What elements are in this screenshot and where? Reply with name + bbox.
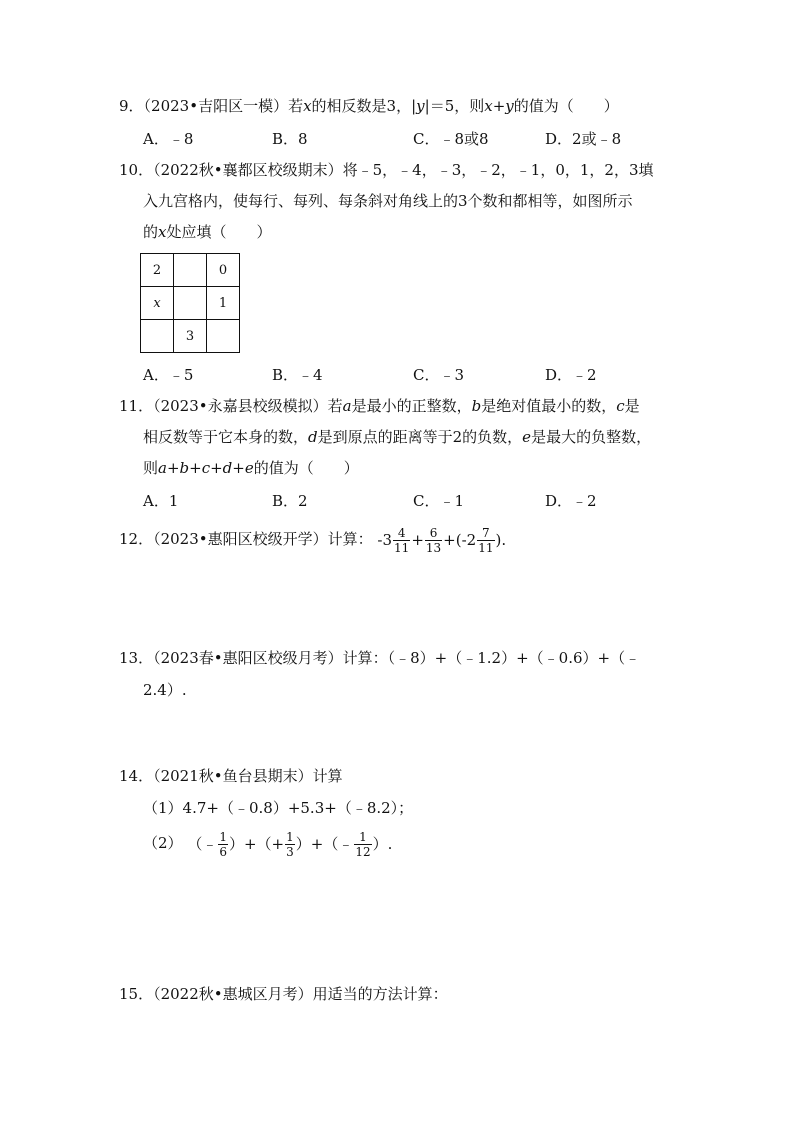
option-a[interactable]: A．﹣5: [143, 366, 194, 384]
grid-row: [141, 287, 240, 320]
grid-row: [141, 320, 240, 353]
stem-text: 处应填（ ）: [166, 223, 272, 241]
stem-text: 是: [624, 397, 640, 415]
question-13-line1: [119, 648, 640, 668]
operator: （﹣: [187, 835, 218, 853]
fraction: [477, 526, 494, 555]
option-d[interactable]: D．﹣2: [545, 366, 597, 384]
stem-text: 的值为（ ）: [513, 97, 619, 115]
grid-cell: 0: [207, 254, 240, 287]
option-d[interactable]: D．2或﹣8: [545, 130, 622, 148]
question-11-line1: [119, 396, 640, 416]
stem-text: （2022秋•惠城区月考）用适当的方法计算：: [153, 985, 448, 1003]
fraction: [218, 830, 228, 859]
expression: x+y: [484, 97, 514, 115]
question-source: （2023•吉阳区一模）若: [143, 97, 304, 115]
question-14-part2: [143, 827, 392, 860]
question-11-line3: [143, 458, 359, 478]
stem-text: 相反数等于它本身的数，: [143, 428, 309, 446]
operator: ）+（+: [228, 835, 285, 853]
option-c[interactable]: C．﹣8或8: [413, 130, 489, 148]
option-b[interactable]: B．﹣4: [272, 366, 323, 384]
question-14-part1: [143, 798, 413, 818]
stem-text: 是到原点的距离等于2的负数，: [317, 428, 523, 446]
grid-cell: [141, 320, 174, 353]
stem-text: 是最大的负整数，: [531, 428, 652, 446]
question-number: 11．: [119, 397, 154, 415]
stem-text: 的: [143, 223, 159, 241]
option-b[interactable]: B．2: [272, 492, 308, 510]
question-10-line1: [119, 160, 654, 180]
fraction-denominator: 3: [286, 844, 294, 859]
operator: +: [411, 531, 424, 549]
grid-cell: [174, 254, 207, 287]
stem-text: （2022秋•襄都区校级期末）将﹣5，﹣4，﹣3，﹣2，﹣1，0，1，2，3填: [153, 161, 654, 179]
mixed-number-int: -3: [377, 531, 393, 549]
question-10-line2: [143, 191, 633, 211]
grid-cell: [174, 287, 207, 320]
variable-b: b: [471, 397, 482, 415]
option-c[interactable]: C．﹣3: [413, 366, 465, 384]
option-a[interactable]: A．﹣8: [143, 130, 194, 148]
stem-text: （2023春•惠阳区校级月考）计算：（﹣8）+（﹣1.2）+（﹣0.6）+（﹣: [153, 649, 641, 667]
grid-cell: 3: [174, 320, 207, 353]
question-number: 9．: [119, 97, 144, 115]
stem-text: 是绝对值最小的数，: [481, 397, 617, 415]
stem-text: （2023•永嘉县校级模拟）若: [153, 397, 343, 415]
grid-cell: [207, 320, 240, 353]
fraction-numerator: 1: [286, 829, 294, 844]
stem-text: ＝5，则: [429, 97, 485, 115]
expression: a+b+c+d+e: [158, 459, 254, 477]
question-9-stem: [119, 96, 619, 116]
stem-text: 的相反数是3，: [311, 97, 412, 115]
fraction-denominator: 11: [394, 540, 410, 555]
question-number: 12．: [119, 530, 154, 548]
operator: ）+（﹣: [295, 835, 354, 853]
grid-row: [141, 254, 240, 287]
variable-c: c: [616, 397, 625, 415]
stem-text: 2.4）.: [143, 681, 187, 699]
operator: +(: [443, 531, 462, 549]
variable-e: e: [522, 428, 532, 446]
question-13-line2: [143, 680, 187, 700]
fraction-numerator: 1: [219, 829, 227, 844]
question-number: 15．: [119, 985, 154, 1003]
question-number: 10．: [119, 161, 154, 179]
fraction: [354, 830, 371, 859]
stem-text: （2021秋•鱼台县期末）计算: [153, 767, 343, 785]
fraction-numerator: 1: [354, 830, 371, 845]
grid-cell: 2: [141, 254, 174, 287]
question-14-title: [119, 766, 343, 786]
fraction-denominator: 6: [219, 844, 227, 859]
stem-text: （1）4.7+（﹣0.8）+5.3+（﹣8.2）；: [143, 799, 414, 817]
mixed-number-int: -2: [461, 531, 477, 549]
question-number: 14．: [119, 767, 154, 785]
option-d[interactable]: D．﹣2: [545, 492, 597, 510]
fraction: [425, 526, 442, 555]
fraction-denominator: 11: [478, 540, 494, 555]
operator: ）.: [372, 835, 393, 853]
option-c[interactable]: C．﹣1: [413, 492, 465, 510]
abs-y: |y|: [411, 97, 430, 115]
question-12-stem: [119, 524, 506, 555]
magic-square-grid: [140, 253, 240, 353]
stem-text: 则: [143, 459, 159, 477]
part-label: （2）: [143, 834, 183, 852]
fraction: [393, 526, 410, 555]
grid-cell: x: [141, 287, 174, 320]
question-11-line2: [143, 427, 651, 447]
option-a[interactable]: A．1: [143, 492, 179, 510]
fraction-numerator: 6: [425, 526, 442, 541]
stem-text: （2023•惠阳区校级开学）计算：: [153, 530, 373, 548]
operator: ).: [495, 531, 507, 549]
fraction: [285, 830, 295, 859]
fraction-denominator: 12: [355, 844, 371, 859]
fraction-denominator: 13: [425, 540, 442, 555]
variable-a: a: [342, 397, 352, 415]
question-number: 13．: [119, 649, 154, 667]
variable-x: x: [158, 223, 167, 241]
stem-text: 是最小的正整数，: [351, 397, 472, 415]
fraction-numerator: 4: [393, 526, 410, 541]
grid-cell: 1: [207, 287, 240, 320]
variable-d: d: [308, 428, 318, 446]
stem-text: 入九宫格内，使每行、每列、每条斜对角线上的3个数和都相等，如图所示: [143, 192, 633, 210]
question-15-stem: [119, 984, 448, 1004]
stem-text: 的值为（ ）: [253, 459, 359, 477]
option-b[interactable]: B．8: [272, 130, 308, 148]
question-10-line3: [143, 222, 272, 242]
variable-x: x: [303, 97, 312, 115]
fraction-numerator: 7: [477, 526, 494, 541]
